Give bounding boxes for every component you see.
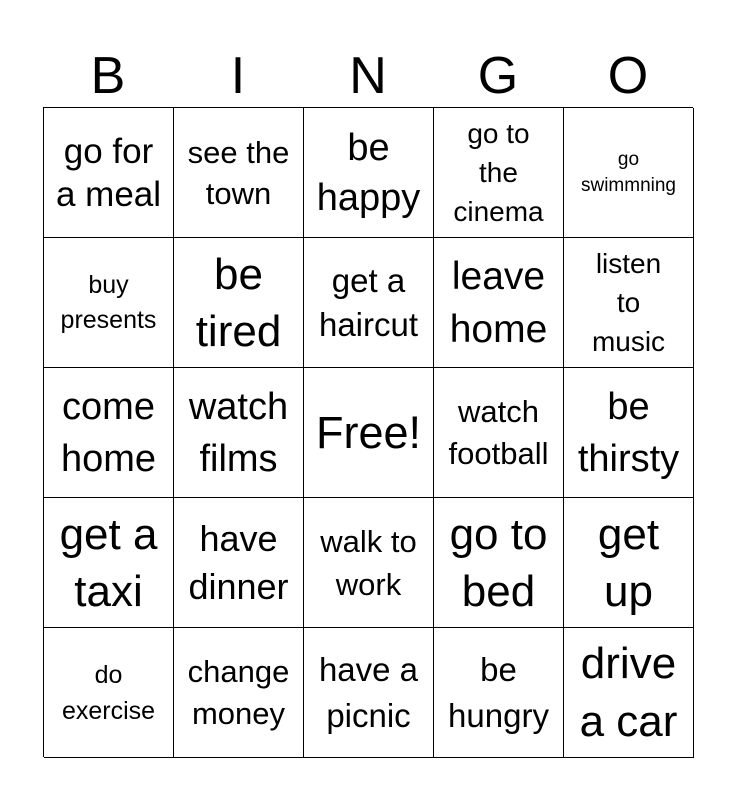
cell-text: watch football — [448, 393, 549, 471]
bingo-cell — [304, 498, 434, 628]
cell-text: come home — [60, 385, 157, 480]
header-letter-b: B — [90, 47, 126, 105]
bingo-cell — [564, 628, 694, 758]
cell-text: get up — [597, 509, 660, 616]
bingo-header — [43, 46, 693, 106]
bingo-cell — [564, 238, 694, 368]
cell-text: listen to music — [591, 248, 666, 357]
cell-text: be hungry — [448, 650, 549, 734]
cell-text: go to the cinema — [453, 118, 544, 227]
bingo-cell — [564, 368, 694, 498]
bingo-cell — [44, 368, 174, 498]
cell-text: walk to work — [320, 523, 417, 602]
header-letter-o: O — [607, 47, 649, 105]
bingo-cell — [174, 628, 304, 758]
cell-text: leave home — [449, 254, 548, 351]
cell-text: go to bed — [449, 509, 548, 616]
bingo-cell — [434, 368, 564, 498]
cell-text: be happy — [316, 126, 421, 219]
cell-text: do exercise — [61, 660, 156, 725]
bingo-cell — [564, 108, 694, 238]
cell-text: have dinner — [188, 517, 289, 607]
bingo-cell — [434, 628, 564, 758]
bingo-cell — [174, 368, 304, 498]
cell-text: drive a car — [579, 638, 678, 746]
cell-text: change money — [187, 653, 290, 731]
free-space — [304, 368, 434, 498]
cell-text: buy presents — [60, 270, 157, 334]
cell-text: have a picnic — [318, 650, 419, 734]
bingo-cell — [434, 498, 564, 628]
bingo-cell — [174, 498, 304, 628]
cell-text: get a haircut — [318, 261, 419, 343]
cell-text: get a taxi — [59, 509, 158, 616]
bingo-cell — [304, 238, 434, 368]
bingo-cell — [44, 628, 174, 758]
cell-text: Free! — [315, 406, 422, 458]
bingo-cell — [564, 498, 694, 628]
cell-text: see the town — [187, 134, 290, 211]
bingo-board — [43, 107, 693, 757]
header-letter-g: G — [477, 47, 519, 105]
bingo-cell — [44, 108, 174, 238]
header-letter-i: I — [230, 47, 246, 105]
header-letter-n: N — [349, 47, 387, 105]
cell-text: watch films — [188, 385, 289, 480]
bingo-cell — [174, 238, 304, 368]
bingo-cell — [434, 108, 564, 238]
cell-text: be thirsty — [577, 385, 680, 480]
cell-text: go swimmning — [580, 148, 677, 196]
bingo-cell — [44, 238, 174, 368]
cell-text: go for a meal — [55, 131, 162, 214]
bingo-cell — [434, 238, 564, 368]
bingo-cell — [304, 628, 434, 758]
bingo-cell — [304, 108, 434, 238]
bingo-cell — [44, 498, 174, 628]
cell-text: be tired — [195, 249, 282, 356]
bingo-cell — [174, 108, 304, 238]
